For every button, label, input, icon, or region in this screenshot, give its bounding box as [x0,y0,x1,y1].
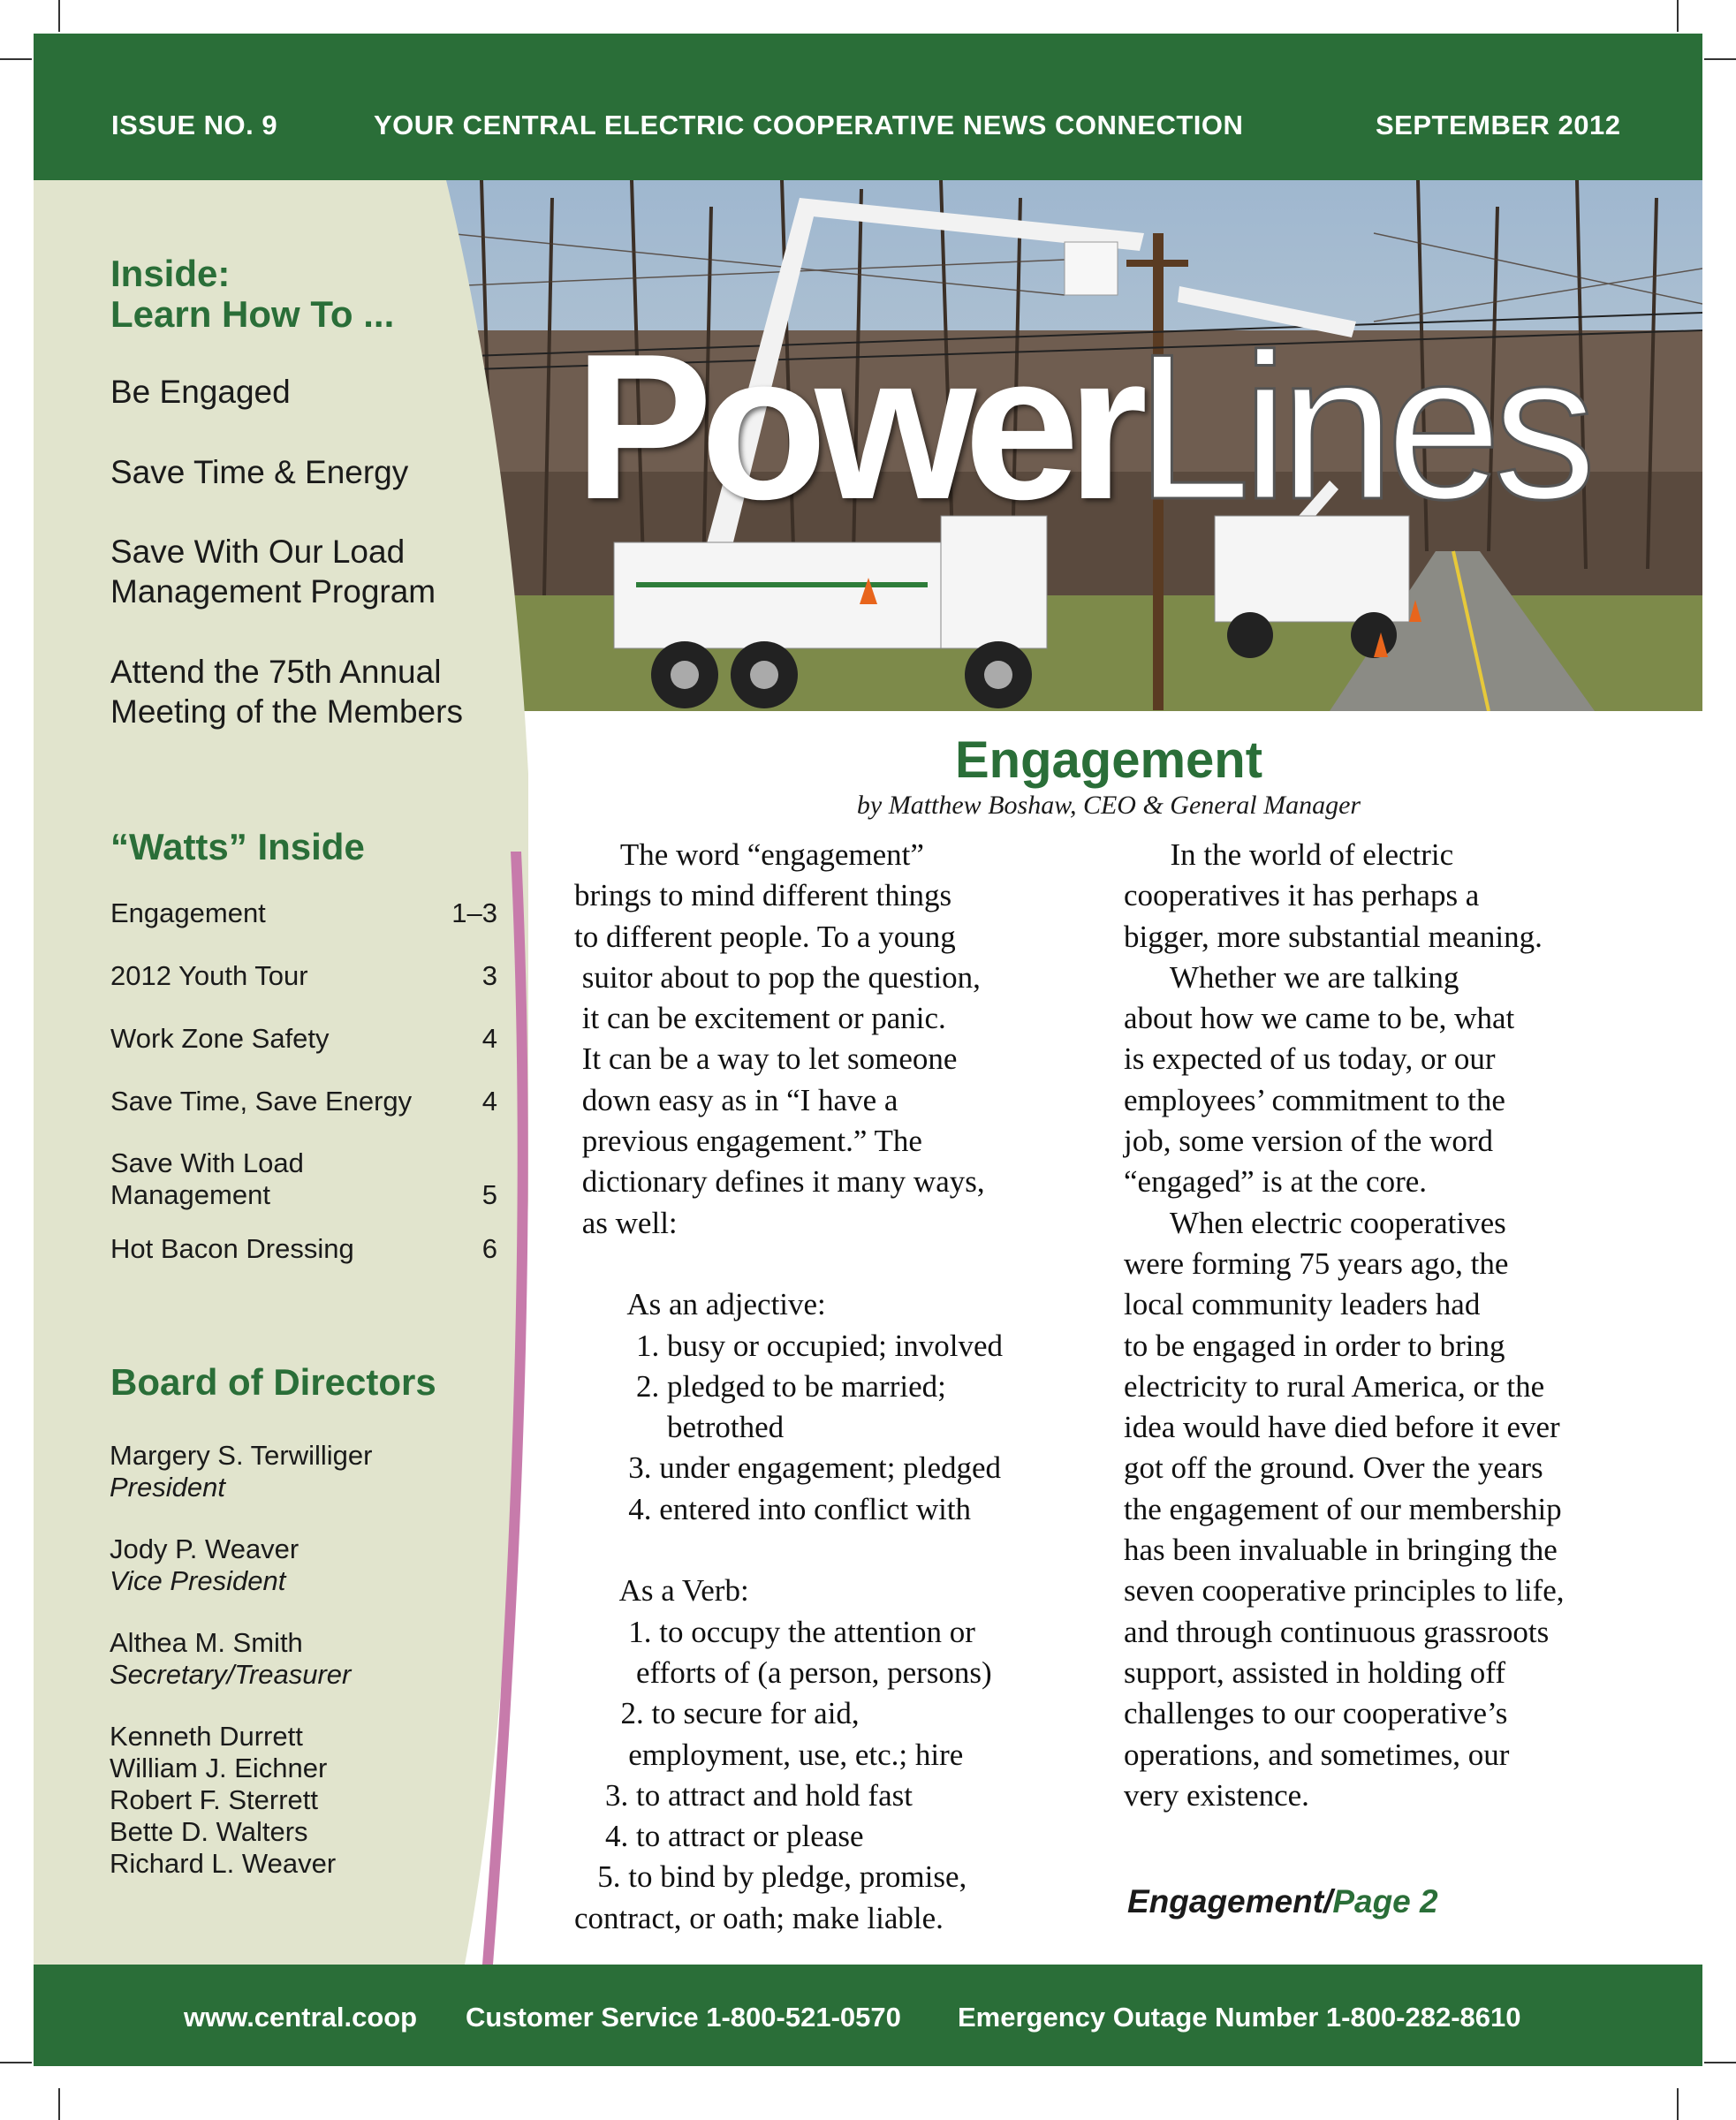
crop-mark [1704,2062,1736,2063]
director-name: Robert F. Sterrett [110,1784,319,1815]
director-name: Richard L. Weaver [110,1848,337,1879]
directors-list [110,1721,336,1880]
sidebar-panel [34,180,528,1965]
masthead-lines: Lines [1135,310,1588,542]
toc-row: Hot Bacon Dressing 6 [110,1233,497,1264]
customer-service-number: Customer Service 1-800-521-0570 [466,2002,901,2033]
masthead-logo [574,310,1588,542]
emergency-outage-number: Emergency Outage Number 1-800-282-8610 [958,2002,1521,2033]
article-byline: by Matthew Boshaw, CEO & General Manager [856,791,1361,820]
board-heading: Board of Directors [110,1361,436,1403]
inside-item-be-engaged: Be Engaged [110,374,291,410]
board-member: Althea M. Smith Secretary/Treasurer [110,1627,352,1690]
crop-mark [1677,2088,1679,2120]
crop-mark [1704,58,1736,60]
toc-heading: “Watts” Inside [110,826,365,867]
inside-item-save-time: Save Time & Energy [110,454,409,490]
crop-mark [0,2062,32,2063]
board-member: Margery S. Terwilliger President [110,1440,373,1503]
article-column-1: The word “engagement” brings to mind different things to different people. To a young suitor about to pop the question, it can be excitement or panic. It can be a way to let someone down easy as in “I have a previous engagement.” The dictionary defines it many ways, as well: As an adjective: 1. busy or occupied; involved 2. pledged to be married; betrothed 3. under engagement; pledged 4. entered into conflict with As a Verb: 1. to occupy the attention or efforts of (a person, persons) 2. to secure for aid, employment, use, etc.; hire 3. to attract and hold fast 4. to attract or please 5. to bind by pledge, promise, contract, or oath; make liable. [574,837,1004,1935]
crop-mark [58,0,60,32]
website-link[interactable]: www.central.coop [184,2002,418,2033]
newsletter-tagline: YOUR CENTRAL ELECTRIC COOPERATIVE NEWS CONNECTION [374,110,1244,140]
toc-row: 2012 Youth Tour 3 [110,960,497,991]
toc-row: Engagement 1–3 [110,897,497,928]
masthead-power: Power [574,310,1136,542]
article-title: Engagement [954,731,1263,789]
director-name: Kenneth Durrett [110,1721,303,1752]
director-name: William J. Eichner [110,1753,328,1783]
inside-item-load-management: Save With Our Load Management Program [110,534,436,610]
director-name: Bette D. Walters [110,1816,308,1847]
toc-row: Save Time, Save Energy 4 [110,1086,497,1117]
issue-number: ISSUE NO. 9 [111,110,278,140]
board-member: Jody P. Weaver Vice President [110,1533,299,1596]
toc-row: Work Zone Safety 4 [110,1023,497,1054]
inside-heading: Inside: Learn How To ... [110,253,395,335]
continued-on-link[interactable]: Engagement/Page 2 [1127,1883,1438,1919]
footer-bar [34,1965,1702,2066]
article-column-2: In the world of electric cooperatives it has perhaps a bigger, more substantial meaning. Whether we are talking about how we came to be, what is expected of us today, or our employees’ commitment to the job, some version of the word “engaged” is at the core. When electric cooperatives were forming 75 years ago, the local community leaders had to be engaged in order to bring electricity to rural America, or the idea would have died before it ever got off the ground. Over the years the engagement of our membership has been invaluable in bringing the seven cooperative principles to life, and through continuous grassroots support, assisted in holding off challenges to our cooperative’s operations, and sometimes, our very existence. [1124,837,1565,1813]
issue-date: SEPTEMBER 2012 [1376,110,1621,140]
inside-item-annual-meeting: Attend the 75th Annual Meeting of the Members [110,654,463,730]
crop-mark [0,58,32,60]
header-bar [34,34,1702,180]
crop-mark [58,2088,60,2120]
crop-mark [1677,0,1679,32]
toc-row: Save With Load Management 5 [110,1147,497,1210]
